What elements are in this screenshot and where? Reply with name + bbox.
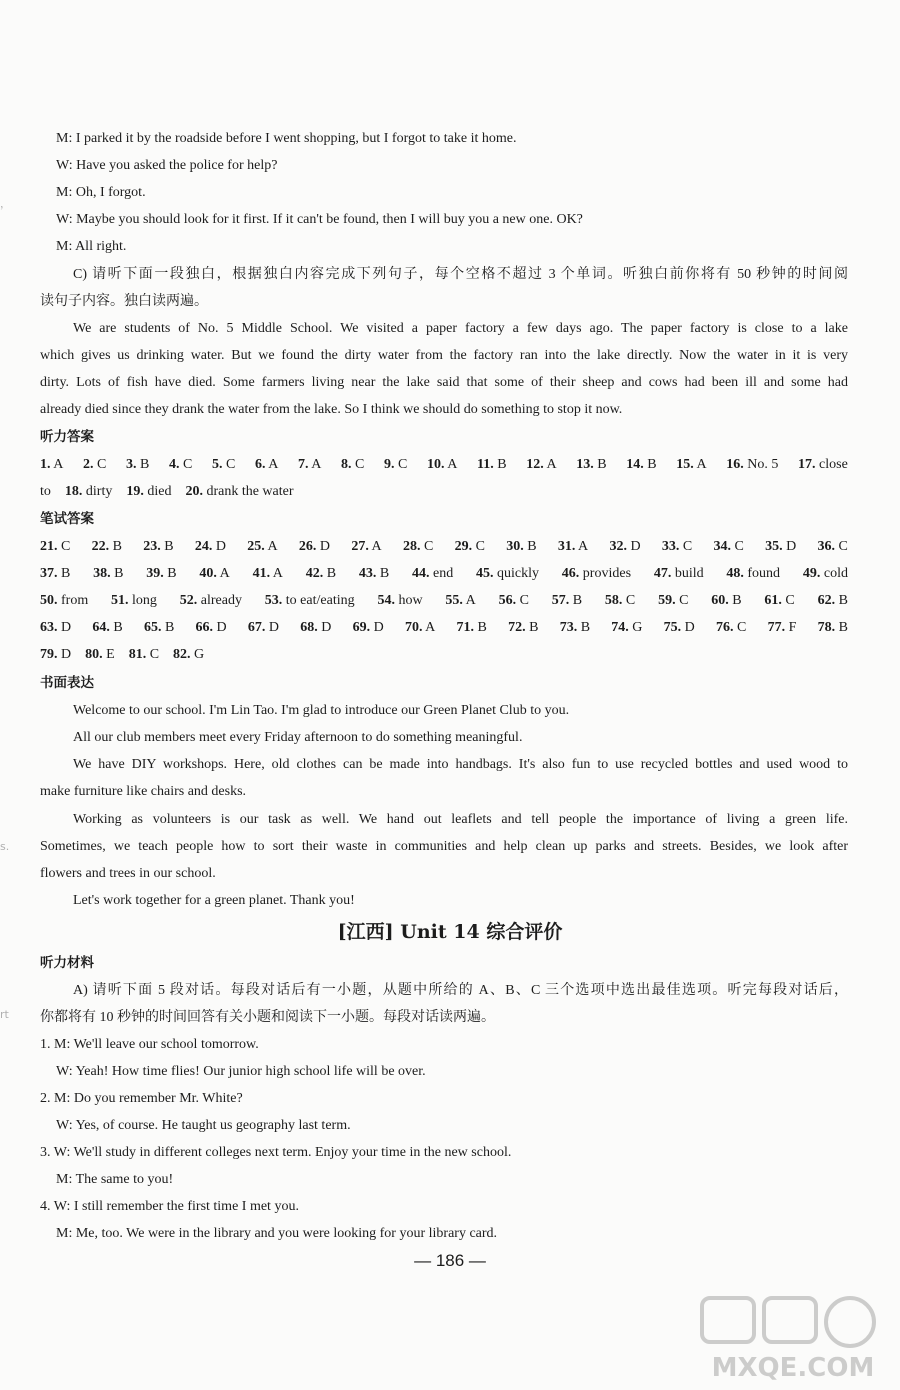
answer-item: [85, 641, 115, 668]
answer-number: 10.: [427, 457, 445, 472]
answer-value: dirty: [82, 484, 113, 499]
material-instruction: 你都将有 10 秒钟的时间回答有关小题和阅读下一小题。每段对话读两遍。: [40, 1010, 495, 1025]
answer-item: [247, 533, 277, 560]
answer-item: [212, 451, 235, 478]
answer-value: B: [109, 539, 122, 554]
answer-value: close: [815, 457, 848, 472]
writing-line: Let's work together for a green planet. Thank you!: [73, 893, 355, 908]
answer-value: A: [265, 457, 279, 472]
answer-item: [306, 560, 336, 587]
answer-number: 7.: [298, 457, 309, 472]
answer-number: 22.: [91, 539, 110, 554]
answer-item: [576, 451, 606, 478]
answer-number: 44.: [411, 566, 430, 581]
dialogue-line: M: I parked it by the roadside before I went shopping, but I forgot to take it home.: [56, 131, 517, 146]
answer-item: [818, 533, 848, 560]
writing-heading: 书面表达: [40, 675, 94, 691]
answer-number: 60.: [711, 593, 729, 608]
answer-item: [93, 560, 123, 587]
answer-number: 16.: [726, 457, 744, 472]
answer-value: provides: [579, 566, 632, 581]
answer-value: D: [681, 620, 695, 635]
answer-number: 24.: [194, 539, 213, 554]
answer-value: B: [593, 457, 607, 472]
answer-item: [611, 614, 642, 641]
watermark-shape: [826, 1298, 874, 1346]
answer-number: 3.: [126, 457, 137, 472]
material-dialogue: W: Yeah! How time flies! Our junior high school life will be over.: [56, 1064, 426, 1079]
answer-number: 5.: [212, 457, 223, 472]
answer-item: [764, 587, 794, 614]
answer-number: 12.: [526, 457, 544, 472]
answer-number: 64.: [92, 620, 110, 635]
answer-number: 41.: [252, 566, 271, 581]
material-dialogue: M: The same to you!: [56, 1172, 174, 1187]
answer-row: [40, 614, 848, 641]
answer-item: [455, 533, 485, 560]
answer-number: 45.: [476, 566, 494, 581]
answer-item: [83, 451, 106, 478]
answer-value: C: [730, 539, 744, 554]
answer-value: B: [569, 593, 583, 608]
material-instruction: A) 请听下面 5 段对话。每段对话后有一小题，从题中所给的 A、B、C 三个选项中选出最佳选项。听完每段对话后，: [73, 983, 848, 998]
answer-item: [818, 587, 848, 614]
answer-number: 15.: [676, 457, 694, 472]
answer-item: [299, 533, 330, 560]
watermark-shape: [764, 1298, 816, 1342]
answer-number: 26.: [298, 539, 317, 554]
writing-line: All our club members meet every Friday afternoon to do something meaningful.: [73, 730, 523, 745]
answer-number: 13.: [576, 457, 594, 472]
answer-item: [562, 560, 631, 587]
listening-material-heading: 听力材料: [40, 955, 94, 971]
answer-value: B: [161, 620, 175, 635]
answer-value: D: [213, 620, 227, 635]
answer-value: B: [523, 539, 537, 554]
answer-value: A: [422, 620, 436, 635]
answer-item: [248, 614, 279, 641]
answer-item: [765, 533, 796, 560]
answer-item: [253, 560, 283, 587]
answer-value: D: [316, 539, 331, 554]
answer-value: B: [835, 620, 848, 635]
section-c-instruction: C) 请听下面一段独白，根据独白内容完成下列句子，每个空格不超过 3 个单词。听独白前你将有 50 秒钟的时间阅: [73, 267, 848, 282]
answer-number: 82.: [173, 647, 191, 662]
answer-number: 49.: [802, 566, 821, 581]
margin-mark: rt: [0, 1008, 9, 1021]
answer-value: B: [643, 457, 657, 472]
passage-line: We are students of No. 5 Middle School. We visited a paper factory a few days ago. The paper factory is close to a lake: [73, 321, 848, 336]
answer-item: [40, 641, 71, 668]
answer-item: [711, 587, 741, 614]
answer-item: [173, 641, 204, 668]
answer-value: C: [57, 539, 71, 554]
answer-value: C: [222, 457, 236, 472]
answer-item: [40, 533, 70, 560]
answer-item: [40, 614, 71, 641]
answer-row: [40, 560, 848, 587]
answer-item: [265, 587, 355, 614]
answer-number: 70.: [404, 620, 423, 635]
answer-value: how: [394, 593, 423, 608]
passage-line: dirty. Lots of fish have died. Some farmers living near the lake said that some of their sheep and cows had been ill and some had: [40, 375, 848, 390]
dialogue-line: W: Maybe you should look for it first. If it can't be found, then I will buy you a new one. OK?: [56, 212, 583, 227]
answer-item: [377, 587, 422, 614]
answer-value: E: [102, 647, 115, 662]
answer-item: [341, 451, 364, 478]
answer-number: 2.: [83, 457, 94, 472]
listening-answers-heading: 听力答案: [40, 429, 94, 445]
answer-number: 33.: [661, 539, 680, 554]
answer-value: D: [782, 539, 797, 554]
answer-number: 17.: [798, 457, 816, 472]
watermark-text: MXQE.COM: [711, 1353, 875, 1382]
answer-value: B: [160, 539, 174, 554]
answer-number: 28.: [402, 539, 421, 554]
answer-value: A: [308, 457, 322, 472]
answer-value: C: [472, 539, 485, 554]
answer-item: [558, 533, 588, 560]
answer-item: [40, 478, 51, 505]
answer-number: 59.: [658, 593, 676, 608]
answer-value: C: [351, 457, 365, 472]
answer-value: D: [370, 620, 384, 635]
answer-item: [664, 614, 695, 641]
answer-number: 43.: [358, 566, 377, 581]
section-c-instruction: 读句子内容。独白读两遍。: [40, 294, 208, 309]
answer-value: G: [190, 647, 205, 662]
answer-number: 27.: [351, 539, 369, 554]
answer-row: [40, 451, 848, 478]
answer-value: F: [785, 620, 797, 635]
answer-number: 74.: [611, 620, 629, 635]
answer-number: 51.: [111, 593, 129, 608]
answer-item: [180, 587, 242, 614]
answer-number: 18.: [64, 484, 83, 499]
answer-value: to eat/eating: [282, 593, 355, 608]
answer-item: [111, 587, 157, 614]
answer-number: 36.: [817, 539, 835, 554]
answer-number: 11.: [477, 457, 494, 472]
answer-item: [126, 478, 171, 505]
answer-value: A: [543, 457, 557, 472]
answer-value: C: [781, 593, 795, 608]
answer-number: 57.: [551, 593, 570, 608]
answer-number: 1.: [40, 457, 51, 472]
answer-number: 34.: [713, 539, 731, 554]
answer-value: B: [57, 566, 71, 581]
answer-item: [508, 614, 538, 641]
answer-value: A: [693, 457, 707, 472]
watermark-shape: [702, 1298, 754, 1342]
dialogue-line: M: All right.: [56, 239, 127, 254]
answer-item: [143, 533, 173, 560]
dialogue-line: W: Have you asked the police for help?: [56, 158, 278, 173]
answer-value: long: [128, 593, 157, 608]
answer-item: [560, 614, 590, 641]
answer-item: [412, 560, 453, 587]
answer-item: [195, 533, 226, 560]
answer-value: D: [57, 647, 72, 662]
margin-mark: ，: [0, 197, 11, 210]
answer-value: B: [163, 566, 177, 581]
answer-item: [526, 451, 556, 478]
passage-line: already died since they drank the water from the lake. So I think we should do something to stop it now.: [40, 402, 623, 417]
answer-item: [726, 451, 778, 478]
dialogue-line: M: Oh, I forgot.: [56, 185, 146, 200]
answer-value: B: [577, 620, 591, 635]
answer-value: already: [197, 593, 242, 608]
answer-row: [40, 641, 204, 668]
answer-value: B: [525, 620, 539, 635]
answer-item: [626, 451, 656, 478]
answer-number: 35.: [765, 539, 783, 554]
writing-line: Welcome to our school. I'm Lin Tao. I'm glad to introduce our Green Planet Club to you.: [73, 703, 570, 718]
answer-number: 69.: [352, 620, 371, 635]
answer-value: C: [420, 539, 434, 554]
page-number: — 186 —: [414, 1251, 486, 1270]
answer-item: [129, 641, 159, 668]
answer-value: D: [265, 620, 279, 635]
answer-number: 30.: [506, 539, 524, 554]
answer-row: [40, 587, 848, 614]
answer-number: 77.: [767, 620, 786, 635]
material-dialogue: W: Yes, of course. He taught us geography last term.: [56, 1118, 351, 1133]
answer-number: 39.: [146, 566, 164, 581]
answer-number: 55.: [445, 593, 463, 608]
writing-line: Working as volunteers is our task as well. We hand out leaflets and tell people the importance of living a green life.: [73, 812, 848, 827]
answer-value: B: [493, 457, 507, 472]
answer-item: [803, 560, 848, 587]
answer-number: 29.: [454, 539, 473, 554]
answer-item: [255, 451, 278, 478]
answer-item: [506, 533, 536, 560]
answer-item: [92, 533, 122, 560]
answer-item: [726, 560, 780, 587]
answer-number: 31.: [557, 539, 576, 554]
answer-number: 4.: [169, 457, 180, 472]
answer-number: 9.: [384, 457, 395, 472]
writing-line: Sometimes, we teach people how to sort their waste in communities and help clean up parks and streets. Besides, we look after: [40, 839, 848, 854]
answer-value: D: [317, 620, 332, 635]
answer-item: [477, 451, 507, 478]
answer-item: [353, 614, 384, 641]
answer-value: A: [50, 457, 64, 472]
answer-item: [713, 533, 743, 560]
answer-item: [185, 478, 293, 505]
answer-number: 52.: [179, 593, 198, 608]
answer-value: C: [679, 539, 693, 554]
answer-item: [146, 560, 176, 587]
answer-row: [40, 533, 848, 560]
answer-value: A: [270, 566, 283, 581]
answer-item: [40, 560, 70, 587]
answer-number: 21.: [40, 539, 58, 554]
answer-number: 23.: [143, 539, 161, 554]
answer-number: 78.: [817, 620, 836, 635]
answer-item: [609, 533, 640, 560]
answer-item: [445, 587, 475, 614]
answer-value: drank the water: [202, 484, 294, 499]
answer-number: 62.: [817, 593, 836, 608]
answer-number: 42.: [305, 566, 324, 581]
answer-number: 75.: [663, 620, 682, 635]
answer-value: A: [368, 539, 382, 554]
material-dialogue: M: Me, too. We were in the library and you were looking for your library card.: [56, 1226, 498, 1241]
answer-number: 6.: [255, 457, 266, 472]
answer-value: A: [444, 457, 458, 472]
answer-item: [403, 533, 433, 560]
answer-item: [196, 614, 227, 641]
answer-value: end: [429, 566, 454, 581]
answer-value: C: [179, 457, 193, 472]
answer-item: [40, 587, 88, 614]
answer-item: [126, 451, 149, 478]
answer-number: 76.: [715, 620, 734, 635]
answer-item: [65, 478, 112, 505]
answer-number: 63.: [40, 620, 58, 635]
answer-item: [818, 614, 848, 641]
answer-number: 80.: [85, 647, 103, 662]
answer-item: [662, 533, 692, 560]
answer-item: [654, 560, 704, 587]
answer-number: 37.: [40, 566, 58, 581]
answer-value: B: [835, 593, 848, 608]
answer-number: 47.: [653, 566, 672, 581]
answer-value: died: [143, 484, 172, 499]
answer-item: [552, 587, 582, 614]
answer-item: [405, 614, 435, 641]
margin-mark: s.: [0, 840, 10, 853]
answer-number: 65.: [143, 620, 162, 635]
answer-number: 73.: [559, 620, 578, 635]
answer-value: A: [575, 539, 589, 554]
answer-item: [359, 560, 389, 587]
answer-item: [798, 451, 848, 478]
answer-item: [658, 587, 688, 614]
answer-number: 61.: [764, 593, 782, 608]
answer-value: B: [323, 566, 337, 581]
answer-number: 72.: [508, 620, 526, 635]
answer-value: D: [626, 539, 641, 554]
answer-value: B: [474, 620, 487, 635]
answer-number: 67.: [247, 620, 266, 635]
answer-item: [768, 614, 797, 641]
answer-value: C: [622, 593, 636, 608]
answer-number: 14.: [626, 457, 644, 472]
answer-value: No. 5: [743, 457, 779, 472]
writing-line: make furniture like chairs and desks.: [40, 784, 247, 799]
answer-item: [40, 451, 63, 478]
answer-item: [457, 614, 487, 641]
answer-item: [351, 533, 381, 560]
writing-line: flowers and trees in our school.: [40, 866, 216, 881]
answer-item: [298, 451, 321, 478]
answer-value: C: [146, 647, 160, 662]
answer-number: 8.: [341, 457, 352, 472]
answer-item: [676, 451, 706, 478]
answer-value: A: [216, 566, 230, 581]
answer-value: quickly: [493, 566, 539, 581]
answer-value: cold: [820, 566, 848, 581]
answer-value: C: [516, 593, 529, 608]
passage-line: which gives us drinking water. But we found the dirty water from the factory ran into the lake directly. Now the water in it is very: [40, 348, 848, 363]
answer-item: [384, 451, 407, 478]
material-dialogue: 4. W: I still remember the first time I met you.: [40, 1199, 299, 1214]
answer-value: from: [57, 593, 89, 608]
answer-number: 53.: [264, 593, 283, 608]
watermark-logo: [698, 1296, 888, 1382]
answer-item: [605, 587, 635, 614]
answer-value: A: [462, 593, 476, 608]
answer-item: [716, 614, 746, 641]
answer-value: C: [394, 457, 408, 472]
unit-title: [江西] Unit 14 综合评价: [337, 921, 563, 943]
answer-value: B: [376, 566, 390, 581]
material-dialogue: 1. M: We'll leave our school tomorrow.: [40, 1037, 259, 1052]
answer-value: B: [728, 593, 742, 608]
answer-value: C: [93, 457, 107, 472]
answer-number: 81.: [128, 647, 147, 662]
answer-item: [427, 451, 457, 478]
answer-number: 58.: [604, 593, 623, 608]
writing-line: We have DIY workshops. Here, old clothes can be made into handbags. It's also fun to use recycled bottles and used wood to: [73, 757, 848, 772]
answer-value: D: [57, 620, 72, 635]
answer-value: build: [671, 566, 704, 581]
answer-item: [499, 587, 529, 614]
answer-item: [300, 614, 331, 641]
answer-number: 48.: [726, 566, 744, 581]
answer-value: G: [628, 620, 643, 635]
answer-number: 71.: [456, 620, 475, 635]
answer-row: [40, 478, 294, 505]
material-dialogue: 3. W: We'll study in different colleges next term. Enjoy your time in the new school.: [40, 1145, 512, 1160]
answer-number: 40.: [199, 566, 217, 581]
answer-item: [169, 451, 192, 478]
answer-number: 56.: [498, 593, 517, 608]
answer-number: 20.: [185, 484, 203, 499]
answer-number: 68.: [300, 620, 318, 635]
answer-number: 38.: [93, 566, 111, 581]
answer-value: B: [109, 620, 123, 635]
answer-value: C: [733, 620, 747, 635]
answer-number: 46.: [561, 566, 580, 581]
answer-value: C: [675, 593, 689, 608]
answer-number: 25.: [247, 539, 265, 554]
answer-number: 50.: [40, 593, 58, 608]
answer-value: A: [264, 539, 278, 554]
answer-number: 54.: [377, 593, 395, 608]
answer-value: B: [110, 566, 124, 581]
answer-value: B: [136, 457, 150, 472]
material-dialogue: 2. M: Do you remember Mr. White?: [40, 1091, 243, 1106]
answer-value: C: [835, 539, 848, 554]
answer-item: [199, 560, 229, 587]
written-answers-heading: 笔试答案: [40, 511, 94, 527]
answer-item: [476, 560, 539, 587]
answer-value: to: [40, 484, 51, 499]
answer-value: D: [212, 539, 226, 554]
answer-number: 66.: [195, 620, 214, 635]
answer-number: 19.: [126, 484, 144, 499]
answer-item: [92, 614, 122, 641]
answer-number: 32.: [609, 539, 627, 554]
answer-value: found: [743, 566, 781, 581]
answer-number: 79.: [40, 647, 58, 662]
answer-item: [144, 614, 174, 641]
